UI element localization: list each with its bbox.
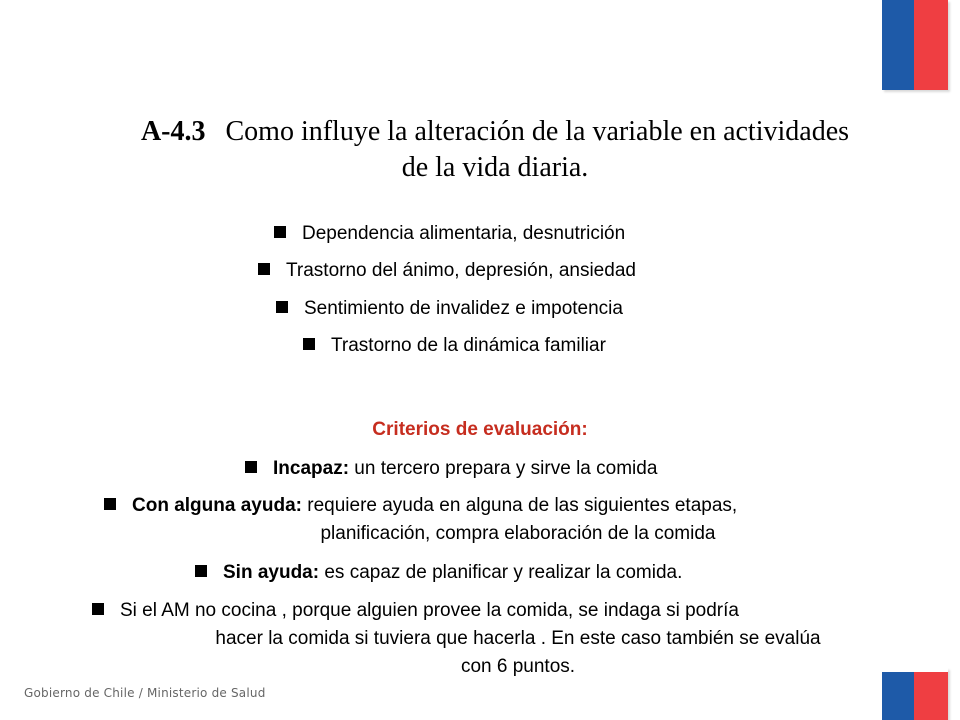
title-number: A-4.3 <box>140 116 206 147</box>
criteria-heading: Criterios de evaluación: <box>372 419 588 440</box>
square-bullet-icon <box>195 565 207 577</box>
chile-flag-logo-bottom <box>882 668 948 720</box>
criteria-item: Con alguna ayuda: requiere ayuda en alguna de las siguientes etapas, <box>104 494 737 518</box>
square-bullet-icon <box>276 301 288 313</box>
flag-red-stripe <box>914 0 948 90</box>
effect-item: Trastorno del ánimo, depresión, ansiedad <box>258 259 636 283</box>
square-bullet-icon <box>303 338 315 350</box>
effect-item: Dependencia alimentaria, desnutrición <box>274 222 625 246</box>
note-item: Si el AM no cocina , porque alguien provee la comida, se indaga si podría <box>92 599 739 623</box>
square-bullet-icon <box>258 263 270 275</box>
note-line-2: hacer la comida si tuviera que hacerla . En este caso también se evalúa <box>215 628 821 649</box>
square-bullet-icon <box>92 603 104 615</box>
square-bullet-icon <box>274 226 286 238</box>
title-line-2: de la vida diaria. <box>401 152 589 183</box>
slide-title <box>70 114 920 186</box>
square-bullet-icon <box>245 461 257 473</box>
note-line-3: con 6 puntos. <box>460 656 576 677</box>
square-bullet-icon <box>104 498 116 510</box>
flag-blue-stripe <box>882 668 914 720</box>
criteria-item: Sin ayuda: es capaz de planificar y realizar la comida. <box>195 561 682 585</box>
title-line-1: Como influye la alteración de la variable en actividades <box>225 116 850 147</box>
effect-item: Trastorno de la dinámica familiar <box>303 334 606 358</box>
effect-item: Sentimiento de invalidez e impotencia <box>276 297 623 321</box>
flag-blue-stripe <box>882 0 914 90</box>
criteria-item: Incapaz: un tercero prepara y sirve la comida <box>245 457 657 481</box>
criteria-item-continuation: planificación, compra elaboración de la comida <box>320 523 716 544</box>
flag-red-stripe <box>914 668 948 720</box>
footer-text: Gobierno de Chile / Ministerio de Salud <box>24 686 266 700</box>
chile-flag-logo-top <box>882 0 948 90</box>
